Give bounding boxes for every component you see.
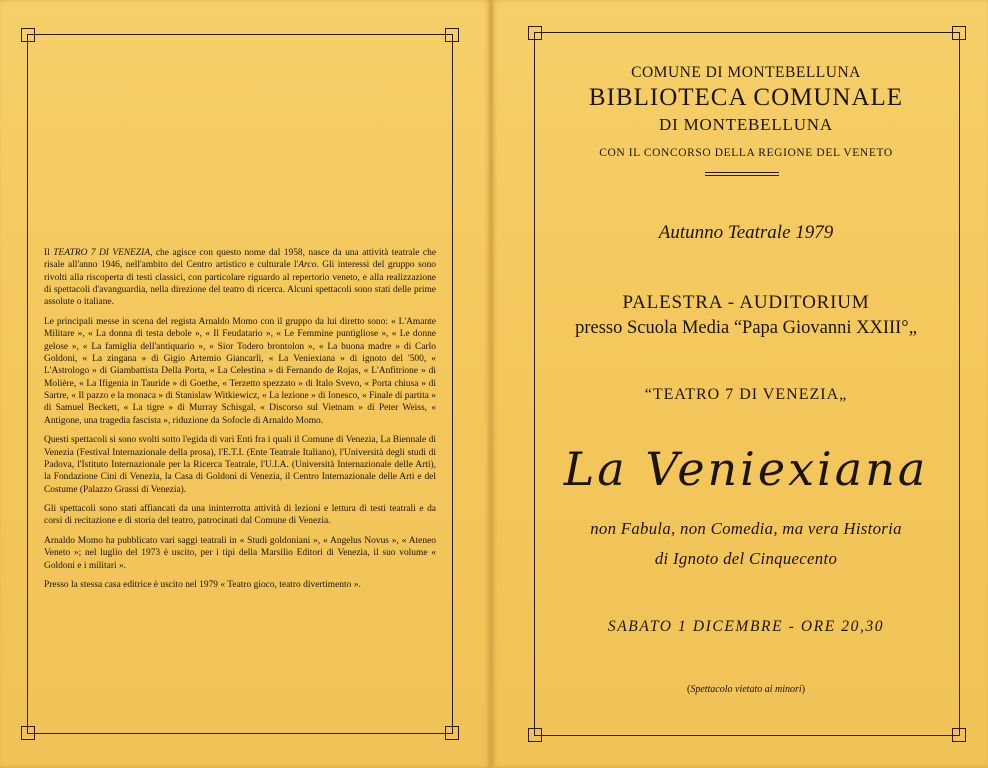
note-paren-close: ) [801,684,806,695]
corner-ornament-icon [445,726,459,740]
divider-rule [705,172,779,173]
play-subtitle-line1: non Fabula, non Comedia, ma vera Historia [590,519,902,538]
biblioteca-title: BIBLIOTECA COMUNALE [588,84,904,111]
comune-heading: COMUNE DI MONTEBELLUNA [631,64,861,81]
venue-location: presso Scuola Media “Papa Giovanni XXIII°„ [575,318,917,338]
company-history-text [44,247,436,599]
corner-ornament-icon [21,726,35,740]
season-heading: Autunno Teatrale 1979 [658,222,834,243]
corner-ornament-icon [952,728,966,742]
corner-ornament-icon [21,28,35,42]
corner-ornament-icon [952,26,966,40]
corner-ornament-icon [445,28,459,42]
venue-name: PALESTRA - AUDITORIUM [622,292,870,313]
history-paragraph [44,535,436,572]
text-run: Presso la stessa casa editrice è uscito nel 1979 « Teatro gioco, teatro divertimento ». [44,580,361,591]
text-run: Questi spettacoli si sono svolti sotto l'egida di vari Enti fra i quali il Comune di Venezia, La Biennale di Venezia (Festival Internazionale della prosa), l'E.T.I. (Ente Teatrale Italiano), l'Università degli studi di Padova, l'Istituto Internazionale per la Ricerca Teatrale, l'U.I.A. (Università Internazionale delle Arti), la Fondazione Cini di Venezia, la Casa di Goldoni di Venezia, il Centro Internazionale delle Arti e del Costume (Palazzo Grassi di Venezia). [44,435,436,495]
text-run: Gli interessi del gruppo sono rivolti alla riscoperta di testi classici, con particolare riguardo al repertorio veneto, e alla realizzazione di spettacoli d'avanguardia, nella direzione del teatro di ricerca. Alcuni spettacoli sono stati delle prime assolute o italiane. [44,260,437,308]
age-restriction-note [534,684,958,695]
text-run: Il [44,248,54,258]
history-paragraph [44,503,436,528]
play-title: La Veniexiana [563,442,929,496]
text-run: Le principali messe in scena del regista Arnaldo Momo con il gruppo da lui diretto sono: « L'Amante Militare », « La donna di testa debole », « Il Feudatario », « Le Femmine puntigliose », « Le donne gelose », « La famiglia dell'antiquario », « Sior Todero brontolon », « La buona madre » di Carlo Goldoni, « La zingana » di Gigio Artemio Giancarli, « La Veniexiana » di ignoto del '500, « L'Astrologo » di Giambattista Della Porta, « La Celestina » di Fernando de Rojas, « L'Anfitrione » di Molière, « La Ifigenia in Tauride » di Goethe, « Terzetto spezzato » di Italo Svevo, « Porta chiusa » di Sartre, « Il pazzo e la monaca » di Stanislaw Witkiewicz, « La lezione » di Ionesco, « Finale di partita » di Samuel Beckett, « La tigre » di Murray Schisgal, « Discorso sul Vietnam » di Peter Weiss, « Antigone, una tragedia fascista », riduzione da Sofocle di Arnaldo Momo. [44,316,436,426]
divider-rule [705,175,779,176]
text-run: TEATRO 7 DI VENEZIA, [53,248,153,258]
note-text: Spettacolo vietato ai minori [690,684,802,695]
text-run: Arco. [298,260,319,271]
history-paragraph [44,316,436,427]
history-paragraph [44,247,436,309]
regione-concorso: CON IL CONCORSO DELLA REGIONE DEL VENETO [599,147,893,159]
corner-ornament-icon [528,728,542,742]
di-montebelluna-heading: DI MONTEBELLUNA [659,115,833,134]
performance-date: SABATO 1 DICEMBRE - ORE 20,30 [607,618,885,635]
note-paren-open: ( [686,684,691,695]
corner-ornament-icon [528,26,542,40]
company-name: “TEATRO 7 DI VENEZIA„ [644,386,848,403]
text-run: Arnaldo Momo ha pubblicato vari saggi teatrali in « Studi goldoniani », « Angelus Novus », « Ateneo Veneto »; nel luglio del 1973 è uscito, per i tipi della Marsilio Editori di Venezia, il suo volume « Goldoni e i militari ». [44,535,436,571]
page-fold [489,0,493,768]
play-subtitle-line2: di Ignoto del Cinquecento [654,549,838,568]
text-run: che agisce con questo nome dal 1958, nasce da una attività teatrale che risale all'anno 1946, nell'ambito del Centro artistico e culturale l' [44,248,437,271]
history-paragraph [44,434,436,496]
history-paragraph [44,579,436,591]
text-run: Gli spettacoli sono stati affiancati da una ininterrotta attività di lezioni e lettura di testi teatrali e da corsi di recitazione e di storia del teatro, patrocinati dal Comune di Venezia. [44,504,436,527]
